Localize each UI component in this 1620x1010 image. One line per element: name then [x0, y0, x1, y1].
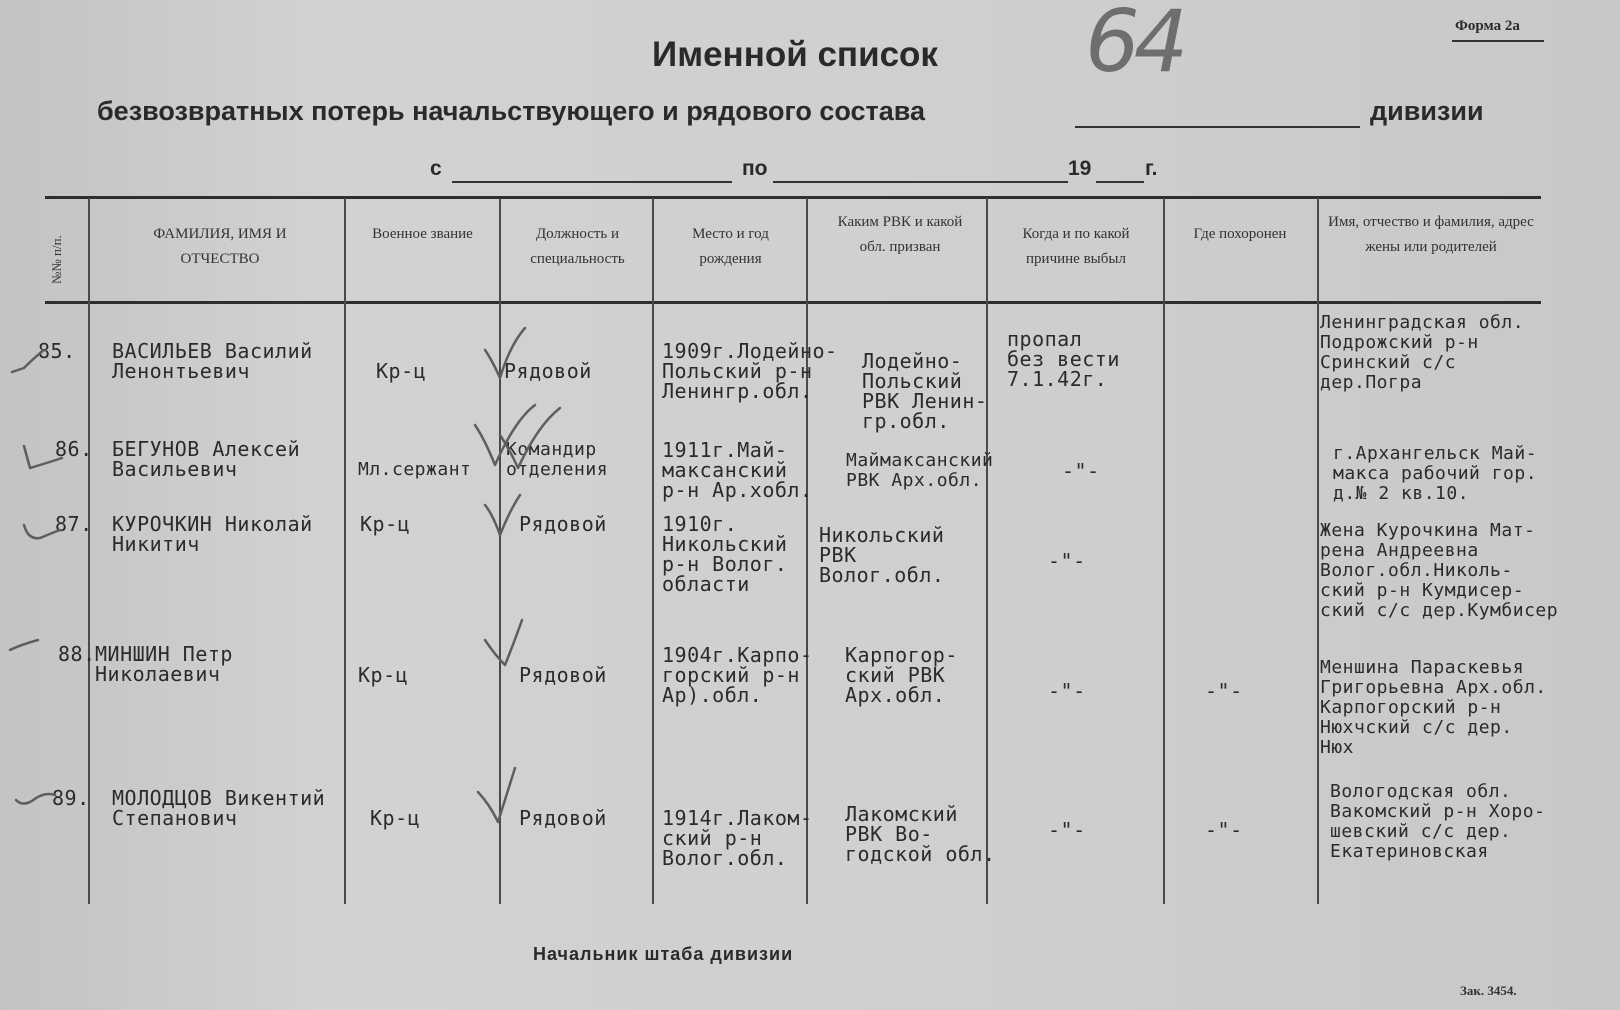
check-mark-icon [16, 794, 55, 804]
row-rank: Кр-ц [376, 359, 427, 383]
row-number: 87. [55, 512, 93, 536]
row-birth: 1909г.Лодейно- Польский р-н Ленингр.обл. [662, 339, 838, 403]
page-title: Именной список [652, 35, 938, 74]
check-mark-icon [24, 446, 62, 468]
row-reason: пропал без вести 7.1.42г. [1007, 327, 1120, 391]
check-mark-icon [485, 328, 525, 378]
date-to-label: по [742, 157, 768, 180]
row-reason: -"- [1048, 679, 1086, 703]
form-label: Форма 2а [1455, 18, 1520, 34]
row-address: Меншина Параскевья Григорьевна Арх.обл. Карпогорский р-н Нюхчский с/с дер. Нюх [1320, 657, 1547, 758]
header-rvk: Каким РВК и какой обл. призван [837, 214, 963, 255]
check-mark-icon [12, 350, 44, 372]
row-rank: Мл.сержант [358, 459, 472, 480]
header-name: ФАМИЛИЯ, ИМЯ И ОТЧЕСТВО [153, 226, 287, 267]
row-name: ВАСИЛЬЕВ Василий Ленонтьевич [112, 339, 313, 383]
header-rank: Военное звание [372, 226, 473, 242]
header-address: Имя, отчество и фамилия, адрес жены или родителей [1328, 214, 1534, 255]
header-reason: Когда и по какой причине выбыл [1022, 226, 1130, 267]
check-mark-icon [24, 525, 60, 538]
signature-label: Начальник штаба дивизии [533, 944, 794, 964]
row-buried: -"- [1205, 679, 1243, 703]
row-name: МОЛОДЦОВ Викентий Степанович [112, 786, 326, 830]
row-position: Рядовой [519, 806, 607, 830]
row-address: Вологодская обл. Вакомский р-н Хоро- шевский с/с дер. Екатериновская [1330, 781, 1546, 862]
row-birth: 1904г.Карпо- горский р-н Ар).обл. [662, 643, 813, 707]
check-mark-icon [478, 768, 515, 822]
row-number: 89. [52, 786, 90, 810]
subtitle-division: дивизии [1370, 96, 1484, 126]
header-position: Должность и специальность [530, 226, 625, 267]
row-address: Ленинградская обл. Подрожский р-н Сринский с/с дер.Погра [1320, 312, 1525, 393]
row-rank: Кр-ц [358, 663, 409, 687]
row-reason: -"- [1048, 549, 1086, 573]
row-reason: -"- [1062, 459, 1100, 483]
check-mark-icon [485, 495, 520, 535]
row-position: Рядовой [519, 663, 607, 687]
row-position: Командир отделения [506, 439, 609, 480]
header-number-label: №№ п/п. [49, 235, 64, 284]
row-rvk: Карпогор- ский РВК Арх.обл. [845, 643, 958, 707]
year-suffix: г. [1145, 157, 1158, 180]
date-from-label: с [430, 157, 442, 180]
row-buried: -"- [1205, 818, 1243, 842]
row-reason: -"- [1048, 818, 1086, 842]
header-buried: Где похоронен [1193, 226, 1287, 242]
row-position: Рядовой [504, 359, 592, 383]
check-mark-icon [10, 640, 38, 650]
handwritten-page-number: 64 [1085, 0, 1183, 92]
row-rvk: Никольский РВК Волог.обл. [819, 523, 945, 587]
row-name: МИНШИН Петр Николаевич [95, 642, 233, 686]
row-rvk: Маймаксанский РВК Арх.обл. [846, 450, 994, 491]
row-birth: 1914г.Лаком- ский р-н Волог.обл. [662, 806, 813, 870]
row-name: КУРОЧКИН Николай Никитич [112, 512, 313, 556]
row-name: БЕГУНОВ Алексей Васильевич [112, 437, 301, 481]
subtitle: безвозвратных потерь начальствующего и рядового состава [97, 96, 926, 126]
row-position: Рядовой [519, 512, 607, 536]
check-mark-icon [485, 620, 522, 665]
row-rank: Кр-ц [370, 806, 421, 830]
row-address: г.Архангельск Май- макса рабочий гор. д.№ 2 кв.10. [1333, 443, 1538, 504]
header-birth: Место и год рождения [692, 226, 769, 267]
row-number: 85. [38, 339, 76, 363]
row-number: 88. [58, 642, 96, 666]
row-birth: 1910г. Никольский р-н Волог. области [662, 512, 788, 596]
check-mark-icon [475, 405, 535, 465]
row-rvk: Лакомский РВК Во- годской обл. [845, 802, 996, 866]
year-prefix: 19 [1068, 157, 1092, 180]
row-birth: 1911г.Май- максанский р-н Ар.хобл. [662, 438, 813, 502]
order-number: Зак. 3454. [1460, 983, 1517, 998]
row-address: Жена Курочкина Мат- рена Андреевна Волог.обл.Николь- ский р-н Кумдисер- ский с/с дер.Кумбисер [1320, 520, 1559, 621]
row-rvk: Лодейно- Польский РВК Ленин- гр.обл. [862, 349, 988, 433]
row-number: 86. [55, 437, 93, 461]
row-rank: Кр-ц [360, 512, 411, 536]
